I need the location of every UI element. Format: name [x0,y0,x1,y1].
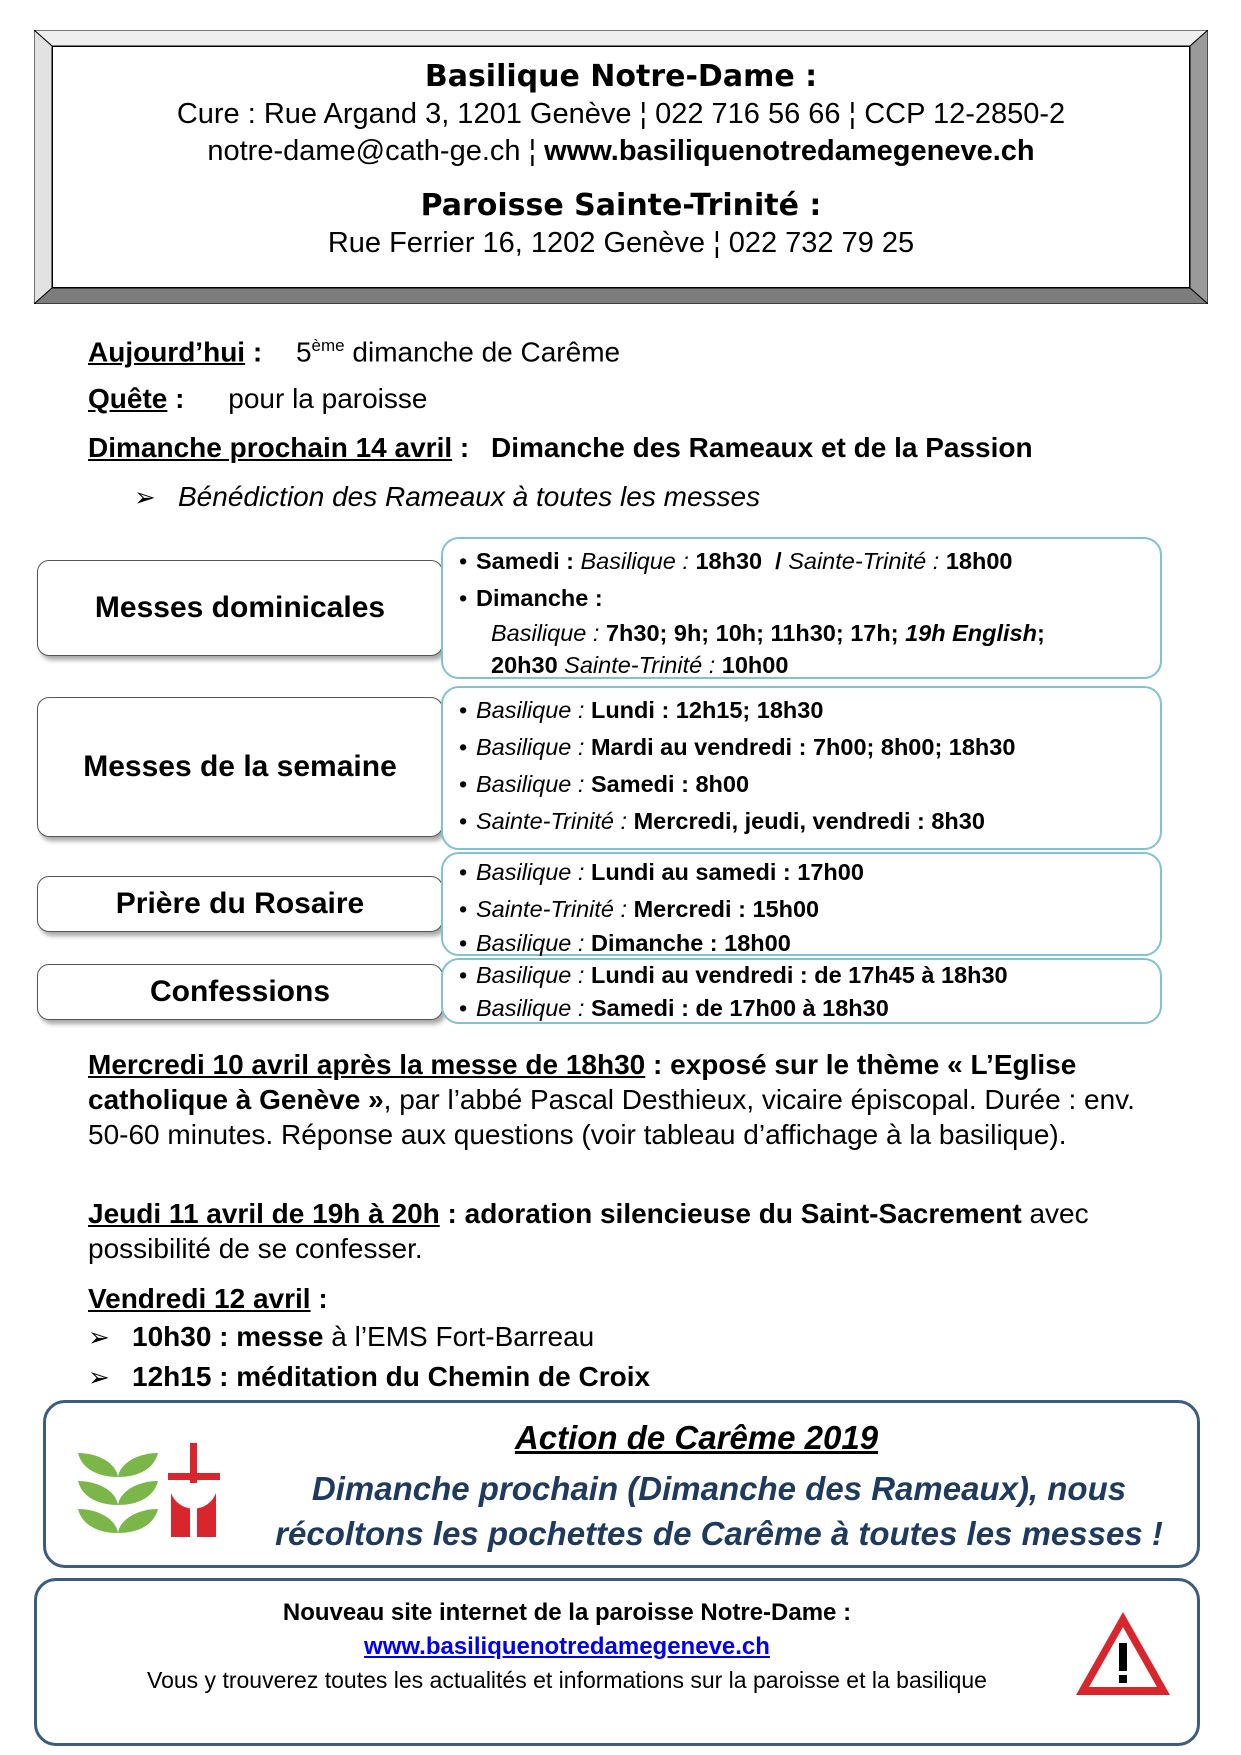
row-place: Basilique : [476,697,585,723]
mercredi-topic: : exposé sur le thème « L’Eglise catholique à Genève » [88,1049,1077,1115]
dimanche-2030-row [459,649,1160,681]
bullet-icon: • [459,548,468,574]
dimanche-basilique: Basilique : [491,620,600,646]
row-place: Basilique : [476,859,585,885]
row-place: Sainte-Trinité : [476,896,628,922]
vendredi-item-2 [88,1359,1148,1395]
separator: ¦ [520,135,545,167]
bullet-icon: • [459,962,468,988]
quete-colon: : [167,383,185,414]
row-text: Mercredi : 15h00 [633,896,820,922]
bullet-icon: • [459,859,468,885]
priere-rosaire-details [441,852,1162,956]
row-place: Basilique : [476,962,585,988]
email-link[interactable]: notre-dame@cath-ge.ch [207,135,521,167]
confessions-details [441,958,1162,1024]
row-text: Samedi : 8h00 [590,771,750,797]
row-place: Basilique : [476,930,585,956]
samedi-label: Samedi : [476,548,574,574]
arrow-icon: ➢ [134,482,156,512]
semaine-row [459,729,1160,766]
semaine-row [459,692,1160,729]
basilique-contact [53,135,1189,168]
row-text: Lundi : 12h15; 18h30 [590,697,824,723]
messes-semaine-details [441,686,1162,850]
next-sunday-label: Dimanche prochain 14 avril [88,432,453,463]
jeudi-details: avec possibilité de se confesser. [88,1198,1089,1264]
v1-rest: à l’EMS Fort-Barreau [323,1321,595,1352]
bullet-icon: • [459,734,468,760]
today-line [88,336,620,368]
confessions-row [459,991,1160,1026]
rosaire-row [459,928,1160,958]
v2-bold: 12h15 : méditation du Chemin de Croix [132,1361,651,1392]
benediction-line [134,481,760,513]
bullet-icon: • [459,808,468,834]
bullet-icon: • [459,771,468,797]
dimanche-english: 19h English [905,620,1037,646]
messes-semaine-label: Messes de la semaine [37,697,443,837]
quete-line [88,383,427,415]
paroisse-address: Rue Ferrier 16, 1202 Genève ¦ 022 732 79 25 [327,227,915,259]
row-text: Lundi au vendredi : de 17h45 à 18h30 [590,962,1008,988]
today-label: Aujourd’hui [88,336,246,368]
mercredi-paragraph [88,1047,1148,1152]
basilique-address: Cure : Rue Argand 3, 1201 Genève ¦ 022 716 56 66 ¦ CCP 12-2850-2 [176,98,1066,130]
mercredi-date: Mercredi 10 avril après la messe de 18h30 [88,1049,646,1080]
priere-rosaire-label: Prière du Rosaire [37,876,443,932]
semaine-row [459,803,1160,840]
messes-dominicales-label: Messes dominicales [37,560,443,656]
row-text: Dimanche : 18h00 [590,930,791,956]
bullet-icon: • [459,930,468,956]
vendredi-item-1 [88,1319,1148,1355]
row-text: Samedi : de 17h00 à 18h30 [590,995,889,1021]
row-place: Basilique : [476,995,585,1021]
vendredi-colon: : [310,1283,328,1314]
vendredi-date: Vendredi 12 avril [88,1283,311,1314]
semaine-row [459,766,1160,803]
rosaire-row [459,891,1160,928]
today-colon: : [245,336,263,368]
website-link[interactable]: www.basiliquenotredamegeneve.ch [544,135,1035,167]
jeudi-paragraph [88,1196,1148,1266]
row-text: Mercredi, jeudi, vendredi : 8h30 [633,808,985,834]
arrow-icon: ➢ [88,1322,110,1352]
paroisse-title: Paroisse Sainte-Trinité : [420,188,822,223]
semicolon: ; [1036,620,1045,646]
dimanche-label: Dimanche : [476,585,603,611]
dimanche-basilique-row [459,617,1160,649]
today-number: 5 [295,336,312,368]
today-text: dimanche de Carême [344,336,621,368]
next-sunday-line [88,432,1033,464]
dimanche-basilique-times: 7h30; 9h; 10h; 11h30; 17h; [605,620,899,646]
confessions-label: Confessions [37,964,443,1020]
row-place: Basilique : [476,771,585,797]
v1-bold: 10h30 : messe [132,1321,324,1352]
messes-dominicales-details [441,537,1162,679]
dimanche-2030: 20h30 [491,652,558,678]
next-sunday-text: Dimanche des Rameaux et de la Passion [491,432,1033,463]
samedi-basilique-time: 18h30 [695,548,763,574]
website-box-link[interactable]: www.basiliquenotredamegeneve.ch [364,1633,770,1660]
today-sup: ème [311,336,345,355]
wheat-icon [78,1453,158,1533]
benediction-text: Bénédiction des Rameaux à toutes les messes [178,481,761,512]
samedi-basilique: Basilique : [580,548,689,574]
row-place: Basilique : [476,734,585,760]
slash: / [775,548,782,574]
confessions-row [459,960,1160,991]
warning-triangle-icon [1073,1609,1173,1699]
action-careme-logo-icon [78,1443,228,1543]
basilique-title: Basilique Notre-Dame : [424,59,818,94]
action-message: Dimanche prochain (Dimanche des Rameaux), nous récoltons les pochettes de Carême à toutes les messes ! [275,1470,1163,1552]
website-heading: Nouveau site internet de la paroisse Notre-Dame : [282,1599,852,1626]
jeudi-topic: : adoration silencieuse du Saint-Sacrement [439,1198,1022,1229]
samedi-sainte-trinite-time: 18h00 [945,548,1013,574]
action-title: Action de Carême 2019 [514,1419,879,1456]
samedi-row [459,543,1160,580]
bullet-icon: • [459,697,468,723]
jeudi-date: Jeudi 11 avril de 19h à 20h [88,1198,440,1229]
quete-text: pour la paroisse [228,383,428,414]
mercredi-details: , par l’abbé Pascal Desthieux, vicaire épiscopal. Durée : env. 50-60 minutes. Réponse aux questions (voir tableau d’affichage à la basilique). [88,1084,1135,1150]
rosaire-row [459,854,1160,891]
row-place: Sainte-Trinité : [476,808,628,834]
row-text: Mardi au vendredi : 7h00; 8h00; 18h30 [590,734,1016,760]
bullet-icon: • [459,896,468,922]
samedi-sainte-trinite: Sainte-Trinité : [788,548,940,574]
cross-icon [168,1443,220,1541]
dimanche-row [459,580,1160,617]
website-description: Vous y trouverez toutes les actualités et informations sur la paroisse et la basilique [147,1667,987,1693]
quete-label: Quête [88,383,168,414]
next-sunday-colon: : [452,432,470,463]
website-box [34,1578,1200,1746]
dimanche-sainte-trinite-time: 10h00 [721,652,789,678]
action-careme-box [43,1400,1200,1568]
bullet-icon: • [459,585,468,611]
dimanche-sainte-trinite: Sainte-Trinité : [564,652,716,678]
row-text: Lundi au samedi : 17h00 [590,859,864,885]
header-box [52,46,1190,288]
vendredi-heading [88,1281,1148,1316]
arrow-icon: ➢ [88,1362,110,1392]
bullet-icon: • [459,995,468,1021]
